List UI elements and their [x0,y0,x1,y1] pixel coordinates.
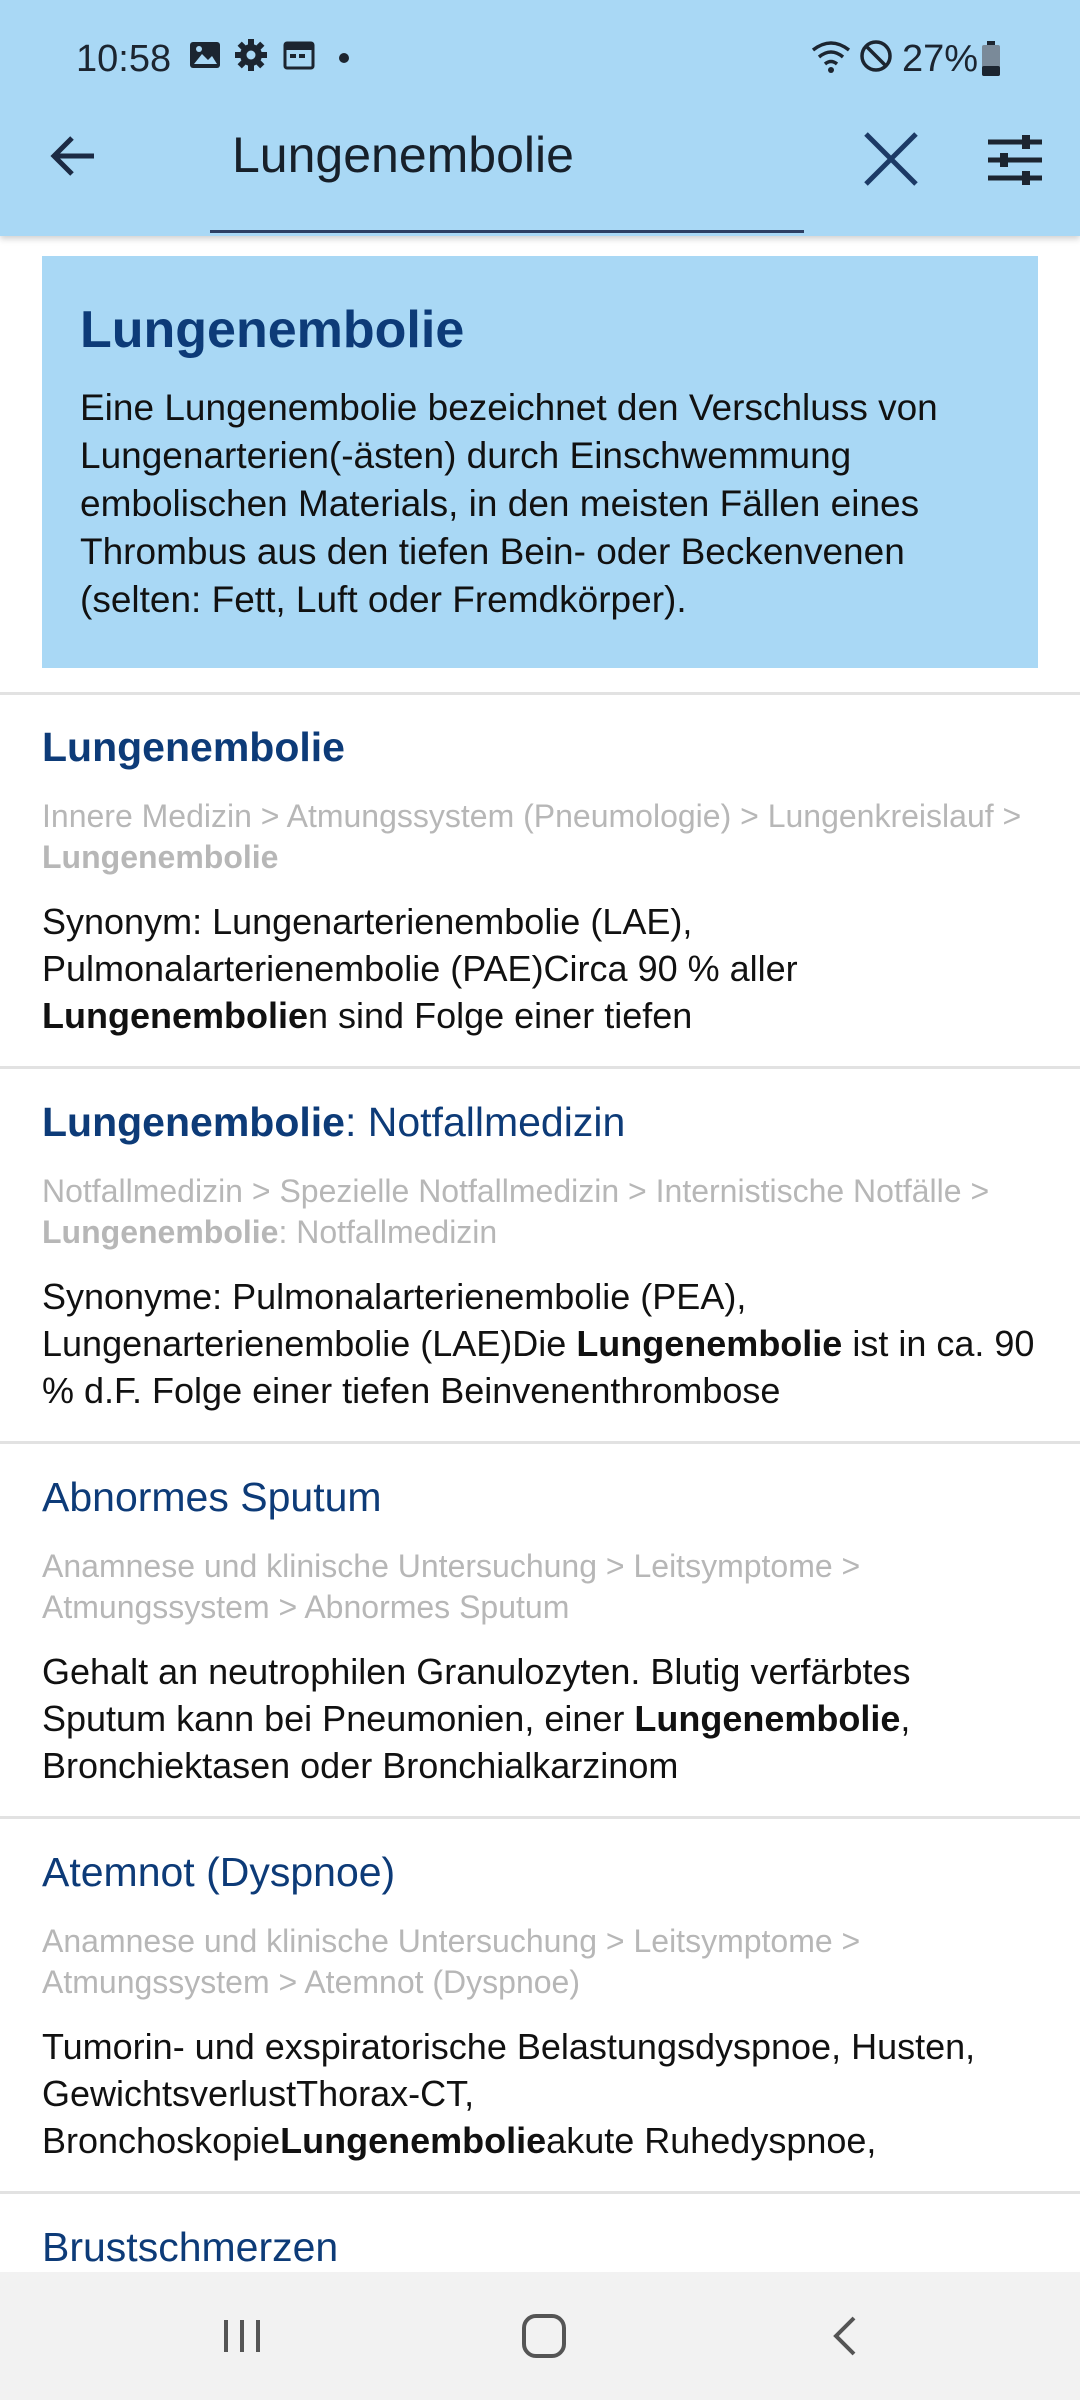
result-snippet: Gehalt an neutrophilen Granulozyten. Blutig verfärbtes Sputum kann bei Pneumonien, einer Lungenembolie, Bronchiektasen oder Bronchialkarzinom [42,1651,911,1786]
result-title: Brustschmerzen [42,2224,339,2270]
divider [0,1066,1080,1069]
filter-sliders-icon[interactable] [986,134,1044,186]
search-underline [210,230,804,233]
app-bar [0,0,1080,236]
do-not-disturb-icon [858,38,894,74]
search-result[interactable] [42,1847,1042,2164]
divider [0,2191,1080,2194]
result-title: Lungenembolie: Notfallmedizin [42,1099,626,1145]
result-breadcrumb: Anamnese und klinische Untersuchung > Leitsymptome > Atmungssystem > Atemnot (Dyspnoe) [42,1923,861,2000]
chevron-left-icon[interactable] [816,2306,876,2366]
divider [0,1816,1080,1819]
definition-title: Lungenembolie [80,301,465,359]
settings-gear-icon [234,38,268,72]
home-icon[interactable] [514,2306,574,2366]
system-navigation-bar [0,2272,1080,2400]
definition-card [42,256,1038,668]
result-snippet: Tumorin- und exspiratorische Belastungsdyspnoe, Husten, GewichtsverlustThorax-CT, BronchoskopieLungenembolieakute Ruhedyspnoe, [42,2026,976,2161]
result-snippet: Synonym: Lungenarterienembolie (LAE), Pulmonalarterienembolie (PAE)Circa 90 % aller Lungenembolien sind Folge einer tiefen [42,901,798,1036]
result-breadcrumb: Innere Medizin > Atmungssystem (Pneumologie) > Lungenkreislauf > Lungenembolie [42,798,1022,875]
search-result[interactable] [42,2222,1042,2272]
battery-percent: 27% [902,38,979,80]
calendar-icon [282,38,316,72]
search-result[interactable] [42,722,1042,1039]
search-result[interactable] [42,1097,1042,1414]
search-result[interactable] [42,1472,1042,1789]
search-input[interactable]: Lungenembolie [232,127,574,183]
wifi-icon [810,38,852,74]
definition-text: Eine Lungenembolie bezeichnet den Verschluss von Lungenarterien(-ästen) durch Einschwemmung embolischen Materials, in den meisten Fällen eines Thrombus aus den tiefen Bein- oder Beckenvenen (selten: Fett, Luft oder Fremdkörper). [80,387,938,620]
status-bar [0,0,1080,120]
result-title: Atemnot (Dyspnoe) [42,1849,396,1895]
divider [0,1441,1080,1444]
gallery-icon [188,38,222,72]
notification-dot-icon [338,52,350,64]
result-snippet: Synonyme: Pulmonalarterienembolie (PEA), Lungenarterienembolie (LAE)Die Lungenembolie ist in ca. 90 % d.F. Folge einer tiefen Beinvenenthrombose [42,1276,1035,1411]
result-breadcrumb: Notfallmedizin > Spezielle Notfallmedizin > Internistische Notfälle > Lungenembolie: Notfallmedizin [42,1173,990,1250]
divider [0,692,1080,695]
recents-icon[interactable] [212,2306,272,2366]
result-title: Abnormes Sputum [42,1474,382,1520]
arrow-left-icon[interactable] [46,128,102,184]
result-breadcrumb: Anamnese und klinische Untersuchung > Leitsymptome > Atmungssystem > Abnormes Sputum [42,1548,861,1625]
close-icon[interactable] [858,126,924,192]
result-title: Lungenembolie [42,724,345,770]
battery-icon [980,40,1002,78]
status-time: 10:58 [76,38,172,80]
